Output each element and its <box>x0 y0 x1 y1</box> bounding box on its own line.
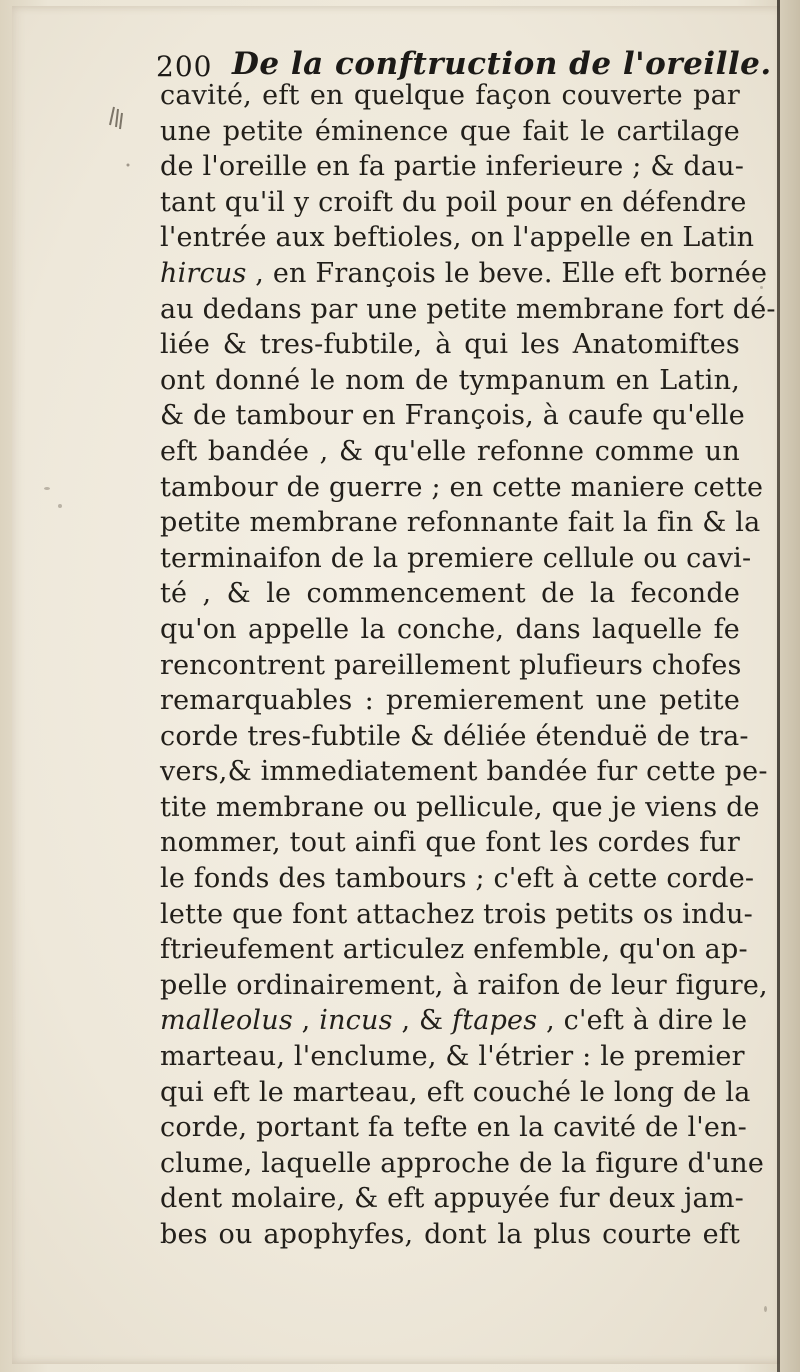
text-line: tite membrane ou pellicule, que je viens de <box>160 791 760 823</box>
text-line: corde, portant fa tefte en la cavité de l'en- <box>160 1112 748 1144</box>
text-line: pelle ordinairement, à raifon de leur figure, <box>160 969 768 1001</box>
text-line: petite membrane refonnante fait la fin & la <box>160 507 761 539</box>
text-line: cavité, eft en quelque façon couverte par <box>160 80 740 111</box>
paper-speck <box>764 1306 767 1312</box>
text-line: au dedans par une petite membrane fort dé- <box>160 293 776 325</box>
text-line: marteau, l'enclume, & l'étrier : le premier <box>160 1041 745 1073</box>
running-title: De la conftruction de l'oreille. <box>232 46 772 82</box>
text-segment: , en François le beve. Elle eft bornée <box>246 257 768 289</box>
text-line: bes ou apophyfes, dont la plus courte eft <box>160 1219 740 1250</box>
binding-edge <box>780 0 800 1372</box>
latin-term: hircus <box>160 257 247 289</box>
text-line: rencontrent pareillement plufieurs chofes <box>160 649 742 681</box>
latin-term: malleolus <box>160 1005 293 1037</box>
text-segment: , <box>292 1005 320 1037</box>
text-line: ftrieufement articulez enfemble, qu'on ap- <box>160 934 748 966</box>
marginal-mark-icon <box>100 95 140 175</box>
text-line <box>160 256 768 292</box>
text-line: té , & le commencement de la feconde <box>160 578 740 610</box>
text-line: une petite éminence que fait le cartilage <box>160 115 740 147</box>
text-line: terminaifon de la premiere cellule ou cavi- <box>160 542 752 574</box>
text-line: qu'on appelle la conche, dans laquelle fe <box>160 613 740 645</box>
text-line: ont donné le nom de tympanum en Latin, <box>160 364 740 396</box>
text-line: liée & tres-fubtile, à qui les Anatomiftes <box>160 329 740 361</box>
text-line: clume, laquelle approche de la figure d'une <box>160 1147 764 1179</box>
text-segment: , c'eft à dire le <box>537 1005 748 1037</box>
text-line: eft bandée , & qu'elle refonne comme un <box>160 435 740 467</box>
text-line: le fonds des tambours ; c'eft à cette corde- <box>160 863 755 895</box>
text-line: vers,& immediatement bandée fur cette pe- <box>160 756 768 788</box>
paper-speck <box>58 504 62 508</box>
latin-term: incus <box>319 1005 393 1037</box>
latin-term: ftapes <box>452 1005 538 1037</box>
text-line: tant qu'il y croift du poil pour en défendre <box>160 186 747 218</box>
text-line: nommer, tout ainfi que font les cordes fur <box>160 827 740 859</box>
text-line: l'entrée aux beftioles, on l'appelle en Latin <box>160 222 755 254</box>
body-text <box>160 78 776 1253</box>
text-line: qui eft le marteau, eft couché le long de la <box>160 1076 751 1108</box>
paper-speck <box>44 487 50 490</box>
text-line: de l'oreille en fa partie inferieure ; & dau- <box>160 151 745 183</box>
text-line: tambour de guerre ; en cette maniere cette <box>160 471 764 503</box>
text-line: dent molaire, & eft appuyée fur deux jam- <box>160 1183 744 1215</box>
text-line: & de tambour en François, à caufe qu'elle <box>160 400 745 432</box>
binding-line <box>777 0 780 1372</box>
text-line <box>160 1003 748 1039</box>
text-line: lette que font attachez trois petits os indu- <box>160 898 754 930</box>
text-line: corde tres-fubtile & déliée étenduë de tra- <box>160 720 749 752</box>
text-segment: , & <box>392 1005 453 1037</box>
page-number: 200 <box>156 50 213 83</box>
text-line: remarquables : premierement une petite <box>160 685 740 717</box>
